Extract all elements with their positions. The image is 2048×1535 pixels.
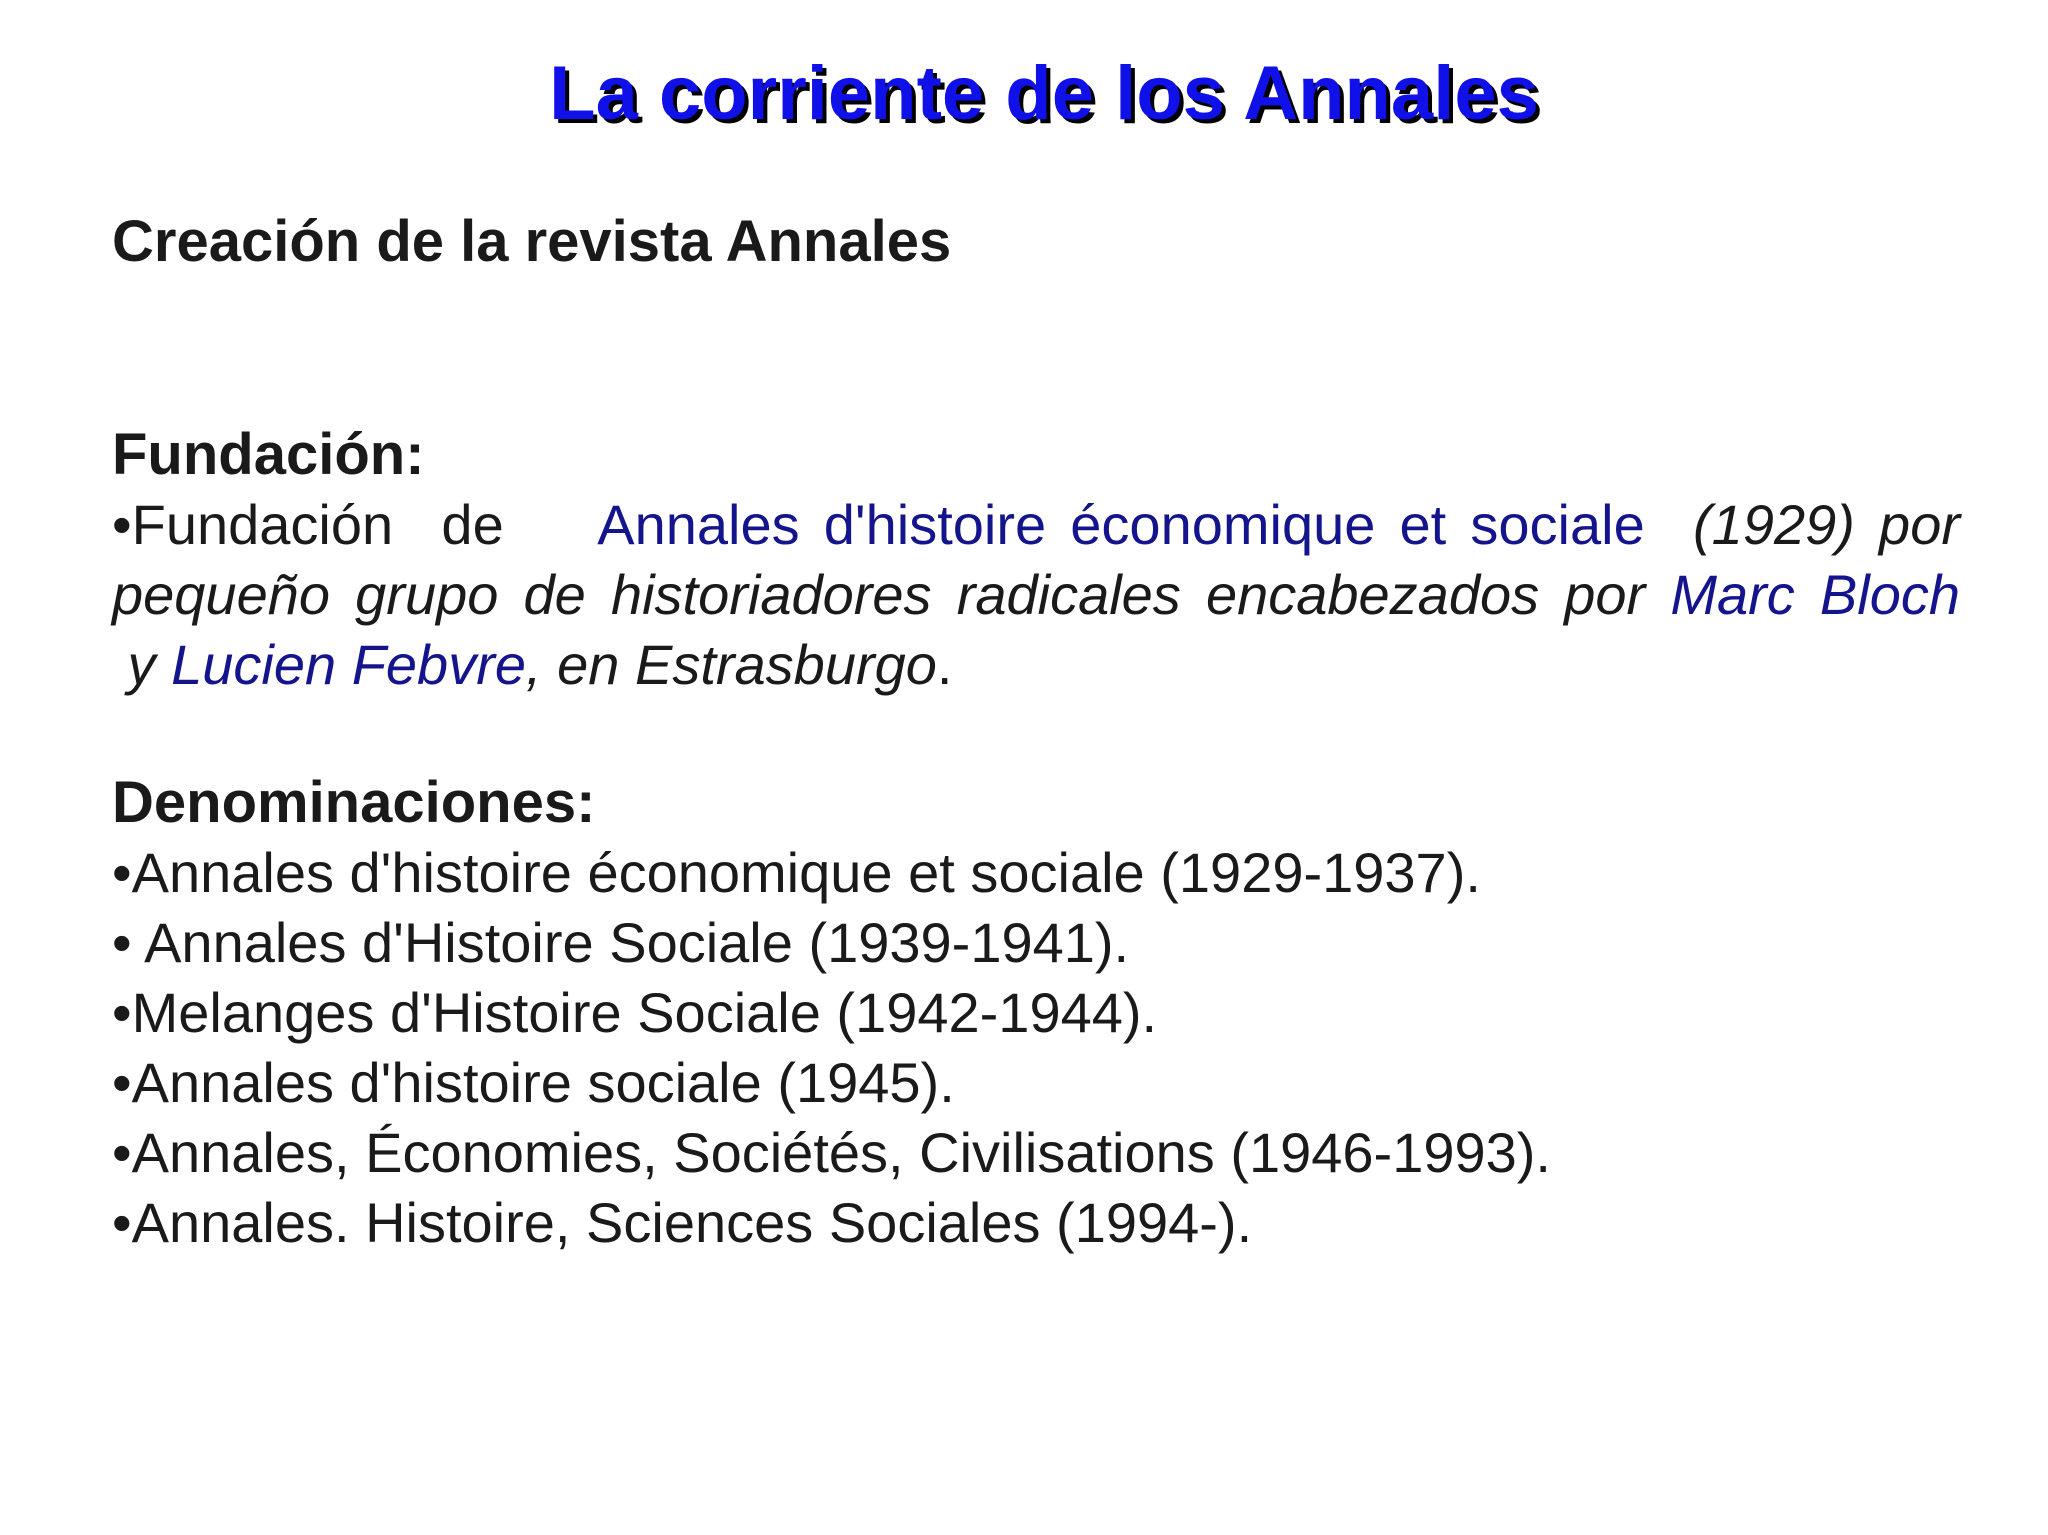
fundacion-heading: Fundación: bbox=[112, 422, 425, 487]
bullet-marker: • bbox=[112, 493, 132, 556]
fundacion-text-3: y bbox=[112, 633, 172, 696]
denominacion-item: •Annales d'histoire économique et sociale (1929-1937). bbox=[112, 841, 1481, 904]
fundacion-text-2: por pequeño grupo de historiadores radicales encabezados por bbox=[112, 493, 1960, 626]
denominaciones-heading: Denominaciones: bbox=[112, 770, 596, 835]
slide-subtitle: Creación de la revista Annales bbox=[112, 209, 952, 274]
fundacion-section bbox=[112, 420, 1960, 700]
slide-title: La corriente de los Annales bbox=[549, 51, 1539, 136]
fundacion-text-4: , en Estrasburgo bbox=[526, 633, 937, 696]
denominacion-item: • Annales d'Histoire Sociale (1939-1941). bbox=[112, 911, 1130, 974]
person-marc-bloch: Marc Bloch bbox=[1670, 563, 1960, 626]
founding-year: (1929) bbox=[1644, 493, 1855, 556]
denominacion-item: •Melanges d'Histoire Sociale (1942-1944). bbox=[112, 981, 1158, 1044]
denominacion-item: •Annales, Économies, Sociétés, Civilisations (1946-1993). bbox=[112, 1121, 1551, 1184]
journal-name: Annales d'histoire économique et sociale bbox=[597, 493, 1645, 556]
denominacion-item: •Annales. Histoire, Sciences Sociales (1994-). bbox=[112, 1191, 1253, 1254]
fundacion-paragraph bbox=[112, 490, 1960, 700]
denominaciones-section bbox=[112, 768, 1960, 1258]
fundacion-text-1: Fundación de bbox=[131, 493, 598, 556]
fundacion-text-5: . bbox=[936, 633, 953, 696]
denominacion-item: •Annales d'histoire sociale (1945). bbox=[112, 1051, 955, 1114]
person-lucien-febvre: Lucien Febvre bbox=[171, 633, 526, 696]
